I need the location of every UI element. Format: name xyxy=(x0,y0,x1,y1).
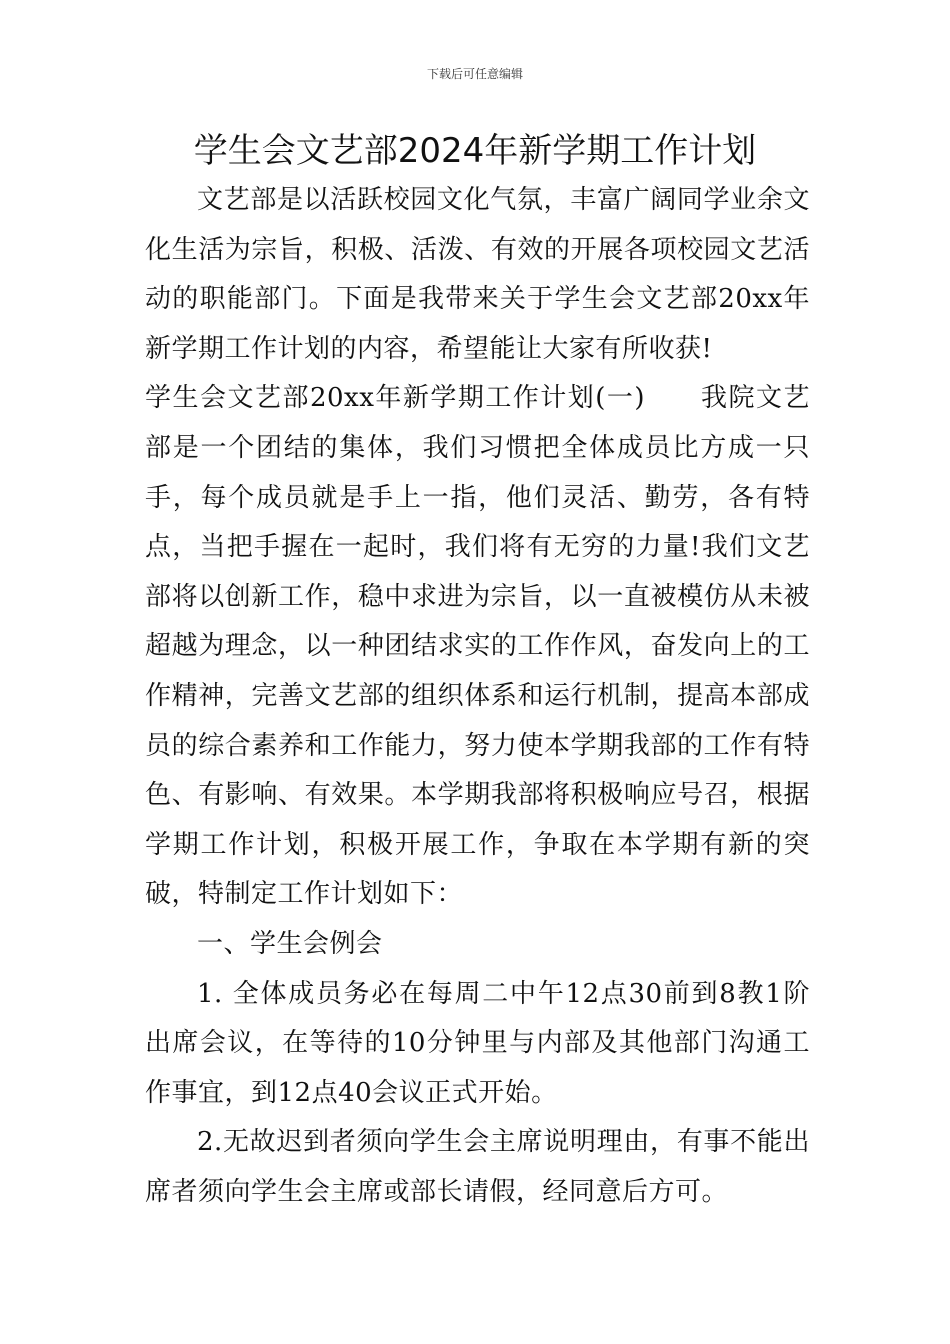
list-item: 1. 全体成员务必在每周二中午12点30前到8教1阶出席会议，在等待的10分钟里与内部及其他部门沟通工作事宜，到12点40会议正式开始。 xyxy=(145,978,810,1108)
list-item: 2.无故迟到者须向学生会主席说明理由，有事不能出席者须向学生会主席或部长请假，经同意后方可。 xyxy=(145,1127,810,1207)
document-body xyxy=(145,176,810,1217)
intro-paragraph: 文艺部是以活跃校园文化气氛，丰富广阔同学业余文化生活为宗旨，积极、活泼、有效的开展各项校园文艺活动的职能部门。下面是我带来关于学生会文艺部20xx年新学期工作计划的内容，希望能让大家有所收获! xyxy=(145,185,810,364)
document-title: 学生会文艺部2024年新学期工作计划 xyxy=(193,131,757,171)
plan-paragraph: 学生会文艺部20xx年新学期工作计划(一) 我院文艺部是一个团结的集体，我们习惯把全体成员比方成一只手，每个成员就是手上一指，他们灵活、勤劳，各有特点，当把手握在一起时，我们将有无穷的力量!我们文艺部将以创新工作，稳中求进为宗旨，以一直被模仿从未被超越为理念，以一种团结求实的工作作风，奋发向上的工作精神，完善文艺部的组织体系和运行机制，提高本部成员的综合素养和工作能力，努力使本学期我部的工作有特色、有影响、有效果。本学期我部将积极响应号召，根据学期工作计划，积极开展工作，争取在本学期有新的突破，特制定工作计划如下： xyxy=(145,383,810,910)
header-note: 下载后可任意编辑 xyxy=(426,67,523,81)
section-heading: 一、学生会例会 xyxy=(197,928,383,959)
